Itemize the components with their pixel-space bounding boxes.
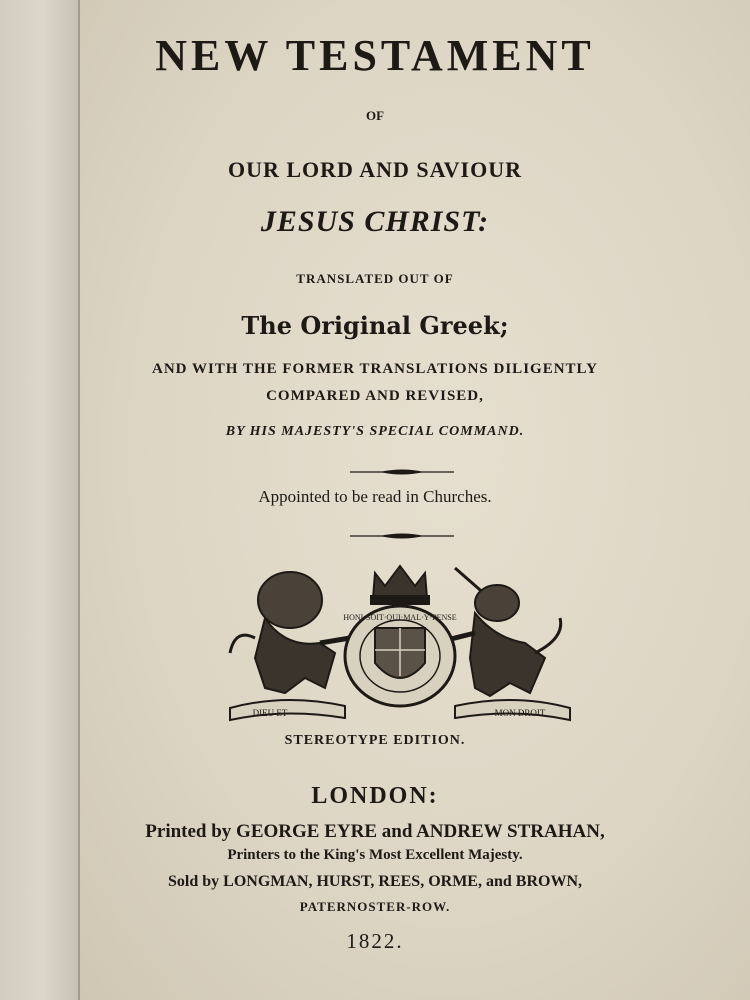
compared-line: COMPARED AND REVISED, [266, 388, 484, 404]
royal-coat-of-arms [225, 558, 575, 723]
of-line: OF [365, 108, 385, 123]
ornamental-rule-bottom [350, 531, 454, 541]
paternoster-line: PATERNOSTER-ROW. [299, 899, 451, 914]
motto-left: DIEU ET [252, 708, 288, 718]
translated-line: TRANSLATED OUT OF [296, 271, 454, 286]
command-line: BY HIS MAJESTY'S SPECIAL COMMAND. [225, 424, 525, 439]
book-title: NEW TESTAMENT [155, 31, 595, 80]
printed-by-line: Printed by GEORGE EYRE and ANDREW STRAHAN, [145, 821, 605, 842]
edition-line: STEREOTYPE EDITION. [284, 733, 466, 748]
sold-by-line: Sold by LONGMAN, HURST, REES, ORME, and BROWN, [168, 873, 582, 890]
motto-scroll-left [230, 700, 345, 720]
unicorn-icon [447, 568, 561, 696]
jesus-line: JESUS CHRIST: [260, 205, 490, 238]
lion-icon [230, 572, 350, 693]
year-line: 1822. [346, 929, 404, 953]
printers-line: Printers to the King's Most Excellent Majesty. [227, 847, 523, 863]
crown-icon [371, 566, 429, 604]
garter-motto: HONI·SOIT·QUI·MAL·Y·PENSE [343, 613, 457, 622]
city-line: LONDON: [311, 783, 439, 809]
appointed-line: Appointed to be read in Churches. [258, 487, 492, 506]
original-greek-line: The Original Greek; [241, 311, 509, 340]
motto-right: MON DROIT [494, 708, 546, 718]
lord-line: OUR LORD AND SAVIOUR [227, 157, 523, 182]
ornamental-rule-top [350, 467, 454, 477]
former-translations-line: AND WITH THE FORMER TRANSLATIONS DILIGENTLY [151, 361, 598, 377]
